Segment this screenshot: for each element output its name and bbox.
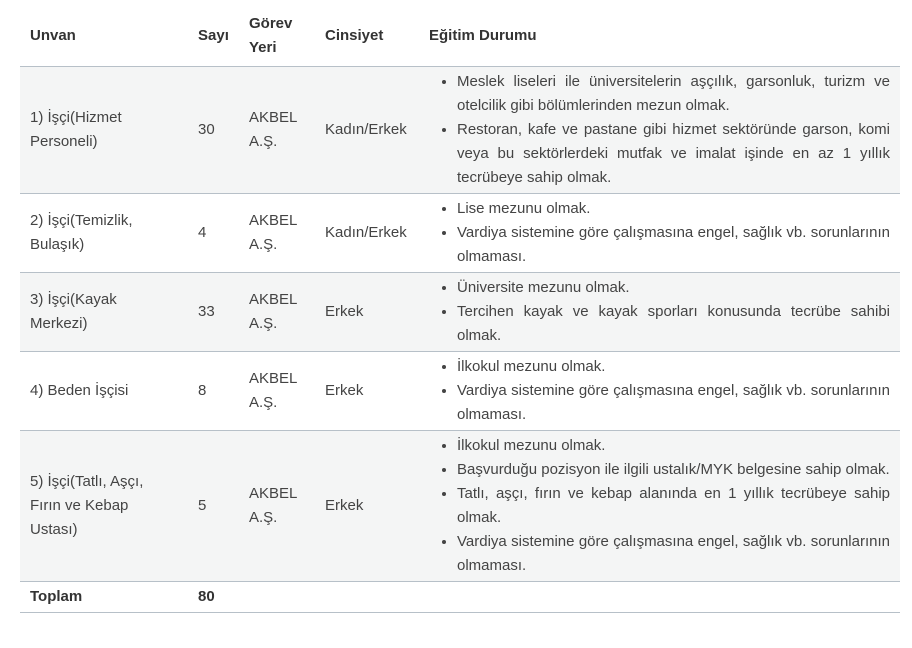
cell-unvan: 5) İşçi(Tatlı, Aşçı, Fırın ve Kebap Ustası) bbox=[20, 431, 188, 582]
cell-gorev-yeri: AKBEL A.Ş. bbox=[239, 431, 315, 582]
table-footer bbox=[20, 582, 900, 613]
total-row bbox=[20, 582, 900, 613]
header-egitim-durumu: Eğitim Durumu bbox=[419, 0, 900, 67]
cell-gorev-yeri: AKBEL A.Ş. bbox=[239, 194, 315, 273]
header-unvan: Unvan bbox=[20, 0, 188, 67]
cell-cinsiyet: Erkek bbox=[315, 273, 419, 352]
cell-sayi: 30 bbox=[188, 67, 239, 194]
cell-egitim-durumu bbox=[419, 431, 900, 582]
requirement-item: • Restoran, kafe ve pastane gibi hizmet sektöründe garson, komi veya bu sektörlerdeki mutfak ve imalat işinde en az 1 yıllık tecrübeye sahip olmak. bbox=[457, 118, 890, 190]
cell-sayi: 4 bbox=[188, 194, 239, 273]
cell-cinsiyet: Erkek bbox=[315, 352, 419, 431]
requirements-list bbox=[429, 70, 890, 190]
cell-egitim-durumu bbox=[419, 273, 900, 352]
requirements-list bbox=[429, 355, 890, 427]
cell-gorev-yeri: AKBEL A.Ş. bbox=[239, 273, 315, 352]
cell-unvan: 1) İşçi(Hizmet Personeli) bbox=[20, 67, 188, 194]
table-row bbox=[20, 431, 900, 582]
requirement-item: • Üniversite mezunu olmak. bbox=[457, 276, 890, 300]
table-container bbox=[20, 0, 900, 613]
requirement-item: • Vardiya sistemine göre çalışmasına engel, sağlık vb. sorunlarının olmaması. bbox=[457, 221, 890, 269]
requirements-list bbox=[429, 276, 890, 348]
total-label: Toplam bbox=[20, 582, 188, 613]
cell-unvan: 2) İşçi(Temizlik, Bulaşık) bbox=[20, 194, 188, 273]
positions-table bbox=[20, 0, 900, 613]
cell-cinsiyet: Kadın/Erkek bbox=[315, 67, 419, 194]
header-gorev-yeri: Görev Yeri bbox=[239, 0, 315, 67]
cell-egitim-durumu bbox=[419, 352, 900, 431]
cell-cinsiyet: Erkek bbox=[315, 431, 419, 582]
table-row bbox=[20, 67, 900, 194]
requirement-item: • Tercihen kayak ve kayak sporları konusunda tecrübe sahibi olmak. bbox=[457, 300, 890, 348]
total-value: 80 bbox=[188, 582, 239, 613]
requirement-item: • İlkokul mezunu olmak. bbox=[457, 355, 890, 379]
cell-sayi: 33 bbox=[188, 273, 239, 352]
requirement-item: • Vardiya sistemine göre çalışmasına engel, sağlık vb. sorunlarının olmaması. bbox=[457, 379, 890, 427]
cell-sayi: 8 bbox=[188, 352, 239, 431]
requirement-item: • İlkokul mezunu olmak. bbox=[457, 434, 890, 458]
requirement-item: • Meslek liseleri ile üniversitelerin aşçılık, garsonluk, turizm ve otelcilik gibi bölümlerinden mezun olmak. bbox=[457, 70, 890, 118]
header-sayi: Sayı bbox=[188, 0, 239, 67]
cell-egitim-durumu bbox=[419, 194, 900, 273]
table-row bbox=[20, 273, 900, 352]
cell-unvan: 4) Beden İşçisi bbox=[20, 352, 188, 431]
cell-unvan: 3) İşçi(Kayak Merkezi) bbox=[20, 273, 188, 352]
header-row bbox=[20, 0, 900, 67]
cell-sayi: 5 bbox=[188, 431, 239, 582]
table-body bbox=[20, 67, 900, 582]
total-empty-cell bbox=[419, 582, 900, 613]
table-header bbox=[20, 0, 900, 67]
requirements-list bbox=[429, 434, 890, 578]
requirements-list bbox=[429, 197, 890, 269]
cell-cinsiyet: Kadın/Erkek bbox=[315, 194, 419, 273]
requirement-item: • Vardiya sistemine göre çalışmasına engel, sağlık vb. sorunlarının olmaması. bbox=[457, 530, 890, 578]
total-empty-cell bbox=[239, 582, 315, 613]
cell-egitim-durumu bbox=[419, 67, 900, 194]
table-row bbox=[20, 194, 900, 273]
header-cinsiyet: Cinsiyet bbox=[315, 0, 419, 67]
requirement-item: • Başvurduğu pozisyon ile ilgili ustalık/MYK belgesine sahip olmak. bbox=[457, 458, 890, 482]
cell-gorev-yeri: AKBEL A.Ş. bbox=[239, 67, 315, 194]
table-row bbox=[20, 352, 900, 431]
requirement-item: • Lise mezunu olmak. bbox=[457, 197, 890, 221]
requirement-item: • Tatlı, aşçı, fırın ve kebap alanında en 1 yıllık tecrübeye sahip olmak. bbox=[457, 482, 890, 530]
cell-gorev-yeri: AKBEL A.Ş. bbox=[239, 352, 315, 431]
total-empty-cell bbox=[315, 582, 419, 613]
